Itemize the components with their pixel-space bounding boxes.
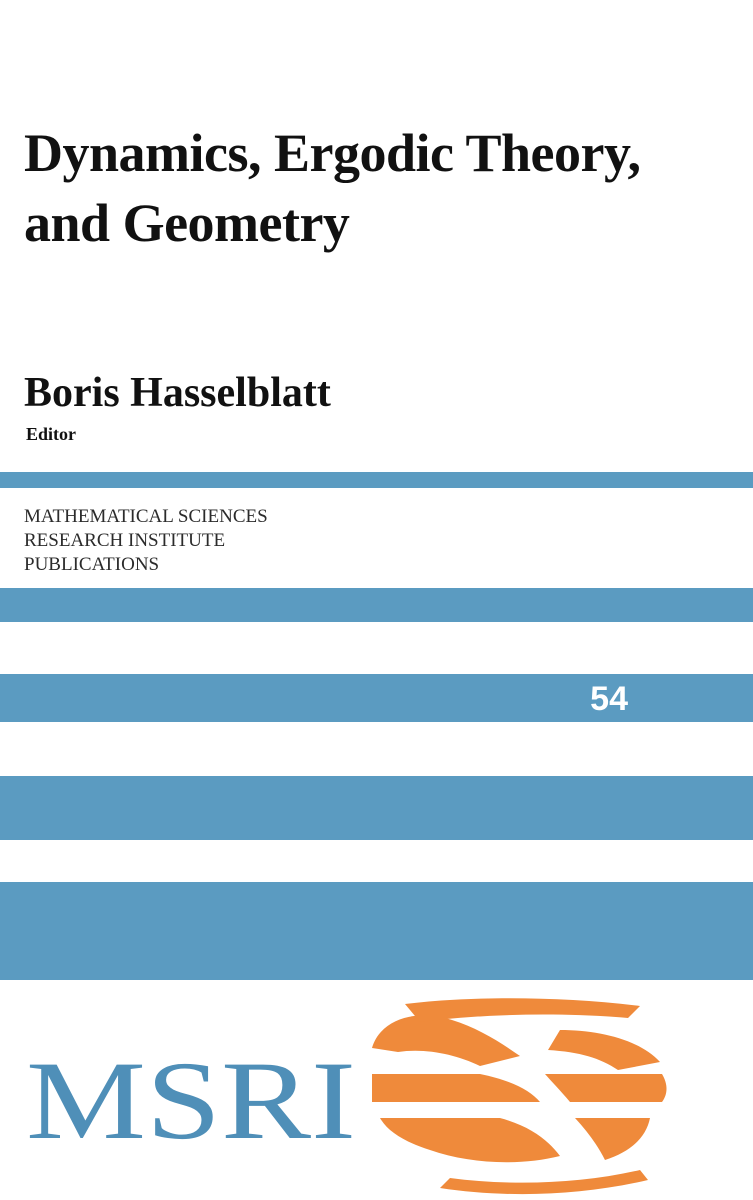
series-line-3: PUBLICATIONS [24, 554, 160, 575]
stripe-5 [0, 882, 753, 980]
volume-number: 54 [590, 680, 628, 718]
stripe-2 [0, 588, 753, 622]
msri-logo [0, 990, 753, 1200]
title-line-1: Dynamics, Ergodic Theory, [24, 123, 641, 183]
author-role: Editor [26, 424, 77, 444]
stripe-3 [0, 674, 753, 722]
stripe-4 [0, 776, 753, 840]
stripe-1 [0, 472, 753, 488]
author-name: Boris Hasselblatt [24, 370, 331, 416]
msri-logo-text: MSRI [26, 1039, 356, 1163]
series-name [24, 505, 268, 577]
title-line-2: and Geometry [24, 193, 350, 253]
book-title [24, 118, 734, 258]
series-line-1: MATHEMATICAL SCIENCES [24, 506, 268, 527]
msri-emblem-icon [372, 998, 667, 1194]
series-line-2: RESEARCH INSTITUTE [24, 530, 226, 551]
